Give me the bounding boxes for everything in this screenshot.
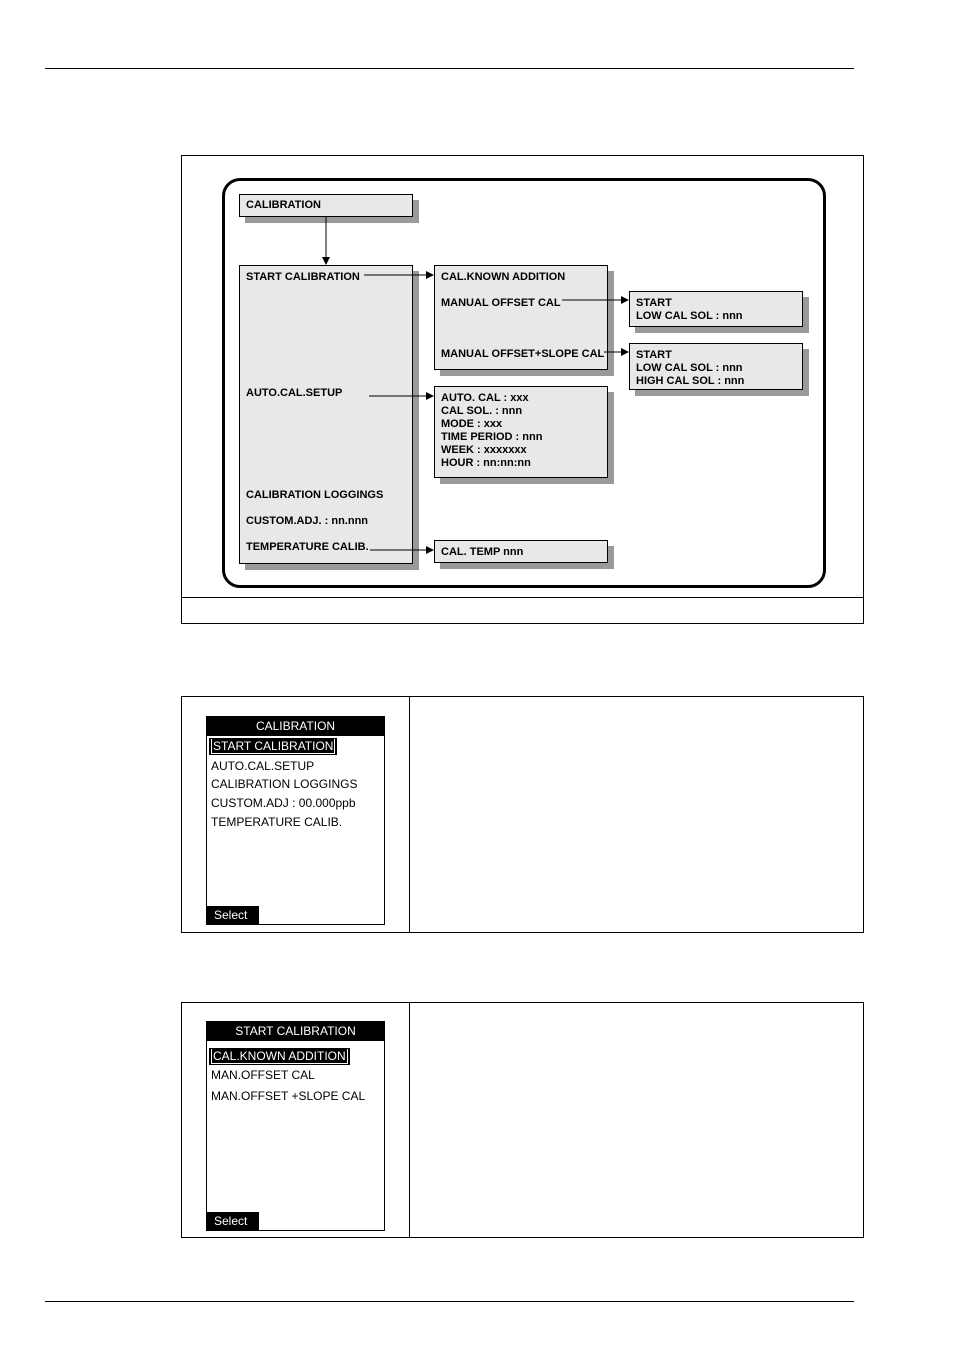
- auto-cal-week-line: WEEK : xxxxxxx: [441, 444, 527, 456]
- slope-start-label: START: [636, 349, 672, 361]
- figure-caption-rule: [181, 597, 864, 598]
- manual-offset-label: MANUAL OFFSET CAL: [441, 297, 561, 309]
- lcd-item-man-offset[interactable]: MAN.OFFSET CAL: [211, 1068, 315, 1082]
- slope-low-sol-label: LOW CAL SOL : nnn: [636, 362, 743, 374]
- manual-offset-slope-label: MANUAL OFFSET+SLOPE CAL: [441, 348, 605, 360]
- offset-low-sol-label: LOW CAL SOL : nnn: [636, 310, 743, 322]
- slope-high-sol-label: HIGH CAL SOL : nnn: [636, 375, 745, 387]
- offset-cal-box: [629, 291, 803, 327]
- main-menu-box: [239, 265, 413, 564]
- cal-temp-label: CAL. TEMP nnn: [441, 546, 524, 558]
- start-cal-submenu-box: [434, 265, 608, 370]
- auto-cal-mode-line: MODE : xxx: [441, 418, 503, 430]
- lcd-item-temperature-calib[interactable]: TEMPERATURE CALIB.: [211, 815, 343, 829]
- custom-adj-label: CUSTOM.ADJ. : nn.nnn: [246, 515, 369, 527]
- lcd-start-calibration: [206, 1021, 385, 1231]
- lcd-item-man-offset-slope[interactable]: MAN.OFFSET +SLOPE CAL: [211, 1089, 366, 1103]
- cal-temp-box: [434, 540, 608, 563]
- lcd-item-start-calibration[interactable]: START CALIBRATION: [210, 739, 336, 754]
- lcd-title: CALIBRATION: [207, 717, 384, 736]
- auto-cal-box: [434, 386, 608, 478]
- lcd-item-known-addition[interactable]: CAL.KNOWN ADDITION: [210, 1049, 349, 1064]
- screen1-divider: [409, 696, 410, 933]
- lcd-item-calibration-loggings[interactable]: CALIBRATION LOGGINGS: [211, 777, 358, 791]
- lcd-title: START CALIBRATION: [207, 1022, 384, 1041]
- auto-cal-setup-label: AUTO.CAL.SETUP: [246, 387, 343, 399]
- screen2-divider: [409, 1002, 410, 1238]
- temperature-calib-label: TEMPERATURE CALIB.: [246, 541, 369, 553]
- calibration-label: CALIBRATION: [246, 199, 321, 211]
- select-softkey[interactable]: Select: [207, 906, 259, 924]
- offset-start-label: START: [636, 297, 672, 309]
- auto-cal-line: AUTO. CAL : xxx: [441, 392, 529, 404]
- start-calibration-label: START CALIBRATION: [246, 271, 360, 283]
- header-rule: [45, 68, 854, 69]
- known-addition-label: CAL.KNOWN ADDITION: [441, 271, 566, 283]
- auto-cal-hour-line: HOUR : nn:nn:nn: [441, 457, 531, 469]
- calibration-box: [239, 194, 413, 217]
- calibration-loggings-label: CALIBRATION LOGGINGS: [246, 489, 384, 501]
- lcd-calibration: [206, 716, 385, 925]
- lcd-item-auto-cal-setup[interactable]: AUTO.CAL.SETUP: [211, 759, 315, 773]
- footer-rule: [45, 1301, 854, 1302]
- slope-cal-box: [629, 343, 803, 390]
- lcd-item-custom-adj[interactable]: CUSTOM.ADJ : 00.000ppb: [211, 796, 356, 810]
- auto-cal-sol-line: CAL SOL. : nnn: [441, 405, 523, 417]
- auto-cal-period-line: TIME PERIOD : nnn: [441, 431, 543, 443]
- select-softkey[interactable]: Select: [207, 1212, 259, 1230]
